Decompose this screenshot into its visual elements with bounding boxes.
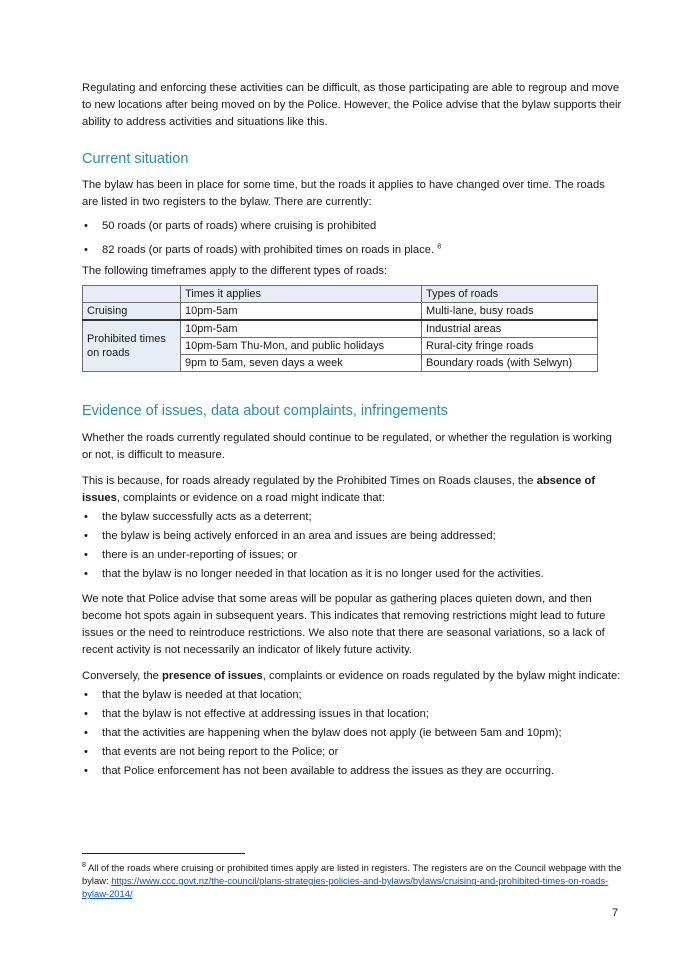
list-item: • that the bylaw is no longer needed in that location as it is no longer used for the activities.: [82, 566, 622, 583]
absence-indicators-list: [82, 509, 622, 583]
timeframes-table: [82, 285, 598, 372]
intro-paragraph: Regulating and enforcing these activities can be difficult, as those participating are able to regroup and move to new locations after being moved on by the Police. However, the Police advise that the bylaw supports their ability to address activities and situations like this.: [82, 82, 622, 128]
list-item: • that events are not being report to the Police; or: [82, 744, 622, 761]
prohibited-label: Prohibited times on roads: [83, 320, 181, 372]
heading-current-situation: Current situation: [82, 151, 189, 167]
document-body: [82, 80, 622, 780]
list-item: • the bylaw is being actively enforced in an area and issues are being addressed;: [82, 528, 622, 545]
header-types: Types of roads: [422, 286, 598, 303]
presence-indicators-list: [82, 687, 622, 780]
table-row: [83, 320, 598, 338]
cruising-times: 10pm-5am: [181, 303, 422, 321]
list-item: • there is an under-reporting of issues; or: [82, 547, 622, 564]
row-times: 9pm to 5am, seven days a week: [181, 355, 422, 372]
row-times: 10pm-5am: [181, 320, 422, 338]
table-header-row: [83, 286, 598, 303]
row-type: Boundary roads (with Selwyn): [422, 355, 598, 372]
footnote-ref[interactable]: 8: [437, 243, 442, 251]
row-type: Rural-city fringe roads: [422, 338, 598, 355]
footnote-link[interactable]: https://www.ccc.govt.nz/the-council/plans-strategies-policies-and-bylaws/bylaws/cruising-and-prohibited-times-on-roads-bylaw-2014/: [82, 875, 609, 899]
footnote-divider: [82, 853, 245, 854]
road-count-list: [82, 218, 622, 259]
list-item: • that the bylaw is not effective at addressing issues in that location;: [82, 706, 622, 723]
current-situation-paragraph: The bylaw has been in place for some time, but the roads it applies to have changed over time. The roads are listed in two registers to the bylaw. There are currently:: [82, 179, 605, 208]
list-item: • the bylaw successfully acts as a deterrent;: [82, 509, 622, 526]
evidence-paragraph-1: Whether the roads currently regulated should continue to be regulated, or whether the regulation is working or not, is difficult to measure.: [82, 432, 612, 461]
evidence-paragraph-2: This is because, for roads already regulated by the Prohibited Times on Roads clauses, the absence of issues, complaints or evidence on a road might indicate that:: [82, 475, 596, 504]
cruising-label: Cruising: [83, 303, 181, 321]
row-times: 10pm-5am Thu-Mon, and public holidays: [181, 338, 422, 355]
header-times: Times it applies: [181, 286, 422, 303]
heading-evidence: Evidence of issues, data about complaints, infringements: [82, 403, 448, 419]
table-row: [83, 303, 598, 321]
timeframes-paragraph: The following timeframes apply to the different types of roads:: [82, 265, 388, 277]
list-item: • 82 roads (or parts of roads) with prohibited times on roads in place. $^8$: [82, 242, 622, 259]
list-item: • that Police enforcement has not been available to address the issues as they are occurring.: [82, 763, 622, 780]
footnote-number: 8: [82, 861, 86, 869]
list-item: • that the bylaw is needed at that location;: [82, 687, 622, 704]
evidence-paragraph-4: Conversely, the presence of issues, complaints or evidence on roads regulated by the bylaw might indicate:: [82, 670, 621, 682]
list-item: • that the activities are happening when the bylaw does not apply (ie between 5am and 10pm);: [82, 725, 622, 742]
page-number: 7: [612, 907, 619, 919]
row-type: Industrial areas: [422, 320, 598, 338]
cruising-type: Multi-lane, busy roads: [422, 303, 598, 321]
list-item: • 50 roads (or parts of roads) where cruising is prohibited: [82, 218, 622, 235]
evidence-paragraph-3: We note that Police advise that some areas will be popular as gathering places quieten down, and then become hot spots again in subsequent years. This indicates that removing restrictions might lead to future issues or the need to reintroduce restrictions. We also note that there are seasonal variations, so a lack of recent activity is not necessarily an indicator of likely future activity.: [82, 593, 606, 656]
header-blank-cell: [83, 286, 181, 303]
footnote-text: All of the roads where cruising or prohibited times apply are listed in registers. The registers are on the Council webpage with the bylaw:: [82, 862, 622, 886]
footnote: [82, 861, 622, 900]
